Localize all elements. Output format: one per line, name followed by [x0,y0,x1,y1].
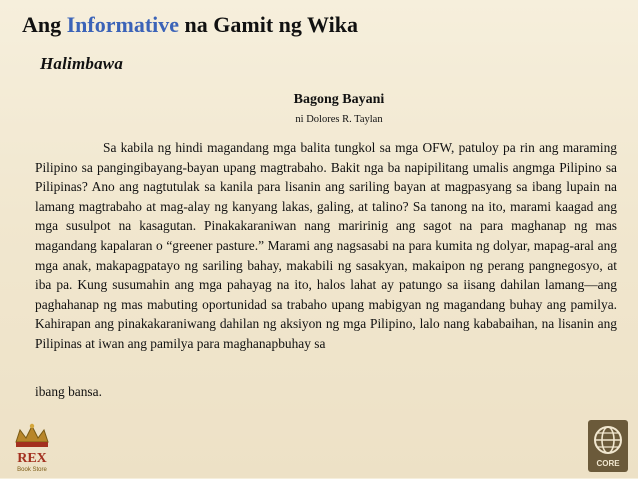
rex-logo-text: REX [17,451,47,466]
core-logo [588,420,628,472]
rex-logo-subtext: Book Store [17,467,47,473]
title-prefix: Ang [22,12,67,37]
story-author: ni Dolores R. Taylan [295,114,383,125]
title-accent: Informative [66,12,180,37]
body-paragraph: Sa kabila ng hindi magandang mga balita tungkol sa mga OFW, patuloy pa rin ang maraming Pilipino sa pangingibayang-bayan upang magtrabaho. Bakit nga ba napipilitang umalis angmga Pilipino sa Pilipinas? Ano ang nagtutulak sa kanila para lisanin ang sariling bayan at magpasyang sa ibang lupain na lamang magtrabaho at mag-alay ng kanyang lakas, galing, at talino? Sa tanong na ito, marami kaagad ang mga susulpot na kasagutan. Pinakakaraniwan nang maririnig ang sagot na para maghanap ng mas magandang kapalaran o “greener pasture.” Marami ang nagsasabi na para kumita ng dolyar, mapag-aral ang mga anak, makapagpatayo ng sariling bahay, makabili ng sasakyan, makaipon ng perang pangnegosyo, at iba pa. Kung susumahin ang mga pahayag na ito, halos lahat ay patungo sa iisang dahilan lamang—ang paghahanap ng mas mabuting oportunidad sa trabaho upang mabigyan ng magandang buhay ang pamilya. Kahirapan ang pinakakaraniwang dahilan ng aksiyon ng mga Pilipino, lalo nang kababaihan, na lisanin ang Pilipinas at iwan ang pamilya para maghanapbuhay sa [35,140,617,351]
story-title: Bagong Bayani [293,92,385,107]
slide-title [22,12,358,38]
rex-logo [6,420,58,474]
globe-icon [588,420,628,472]
slide-subtitle: Halimbawa [40,54,124,73]
core-logo-text: CORE [596,459,620,468]
body-paragraph-tail: ibang bansa. [35,384,102,399]
crown-icon [6,420,58,474]
title-suffix: na Gamit ng Wika [179,12,358,37]
